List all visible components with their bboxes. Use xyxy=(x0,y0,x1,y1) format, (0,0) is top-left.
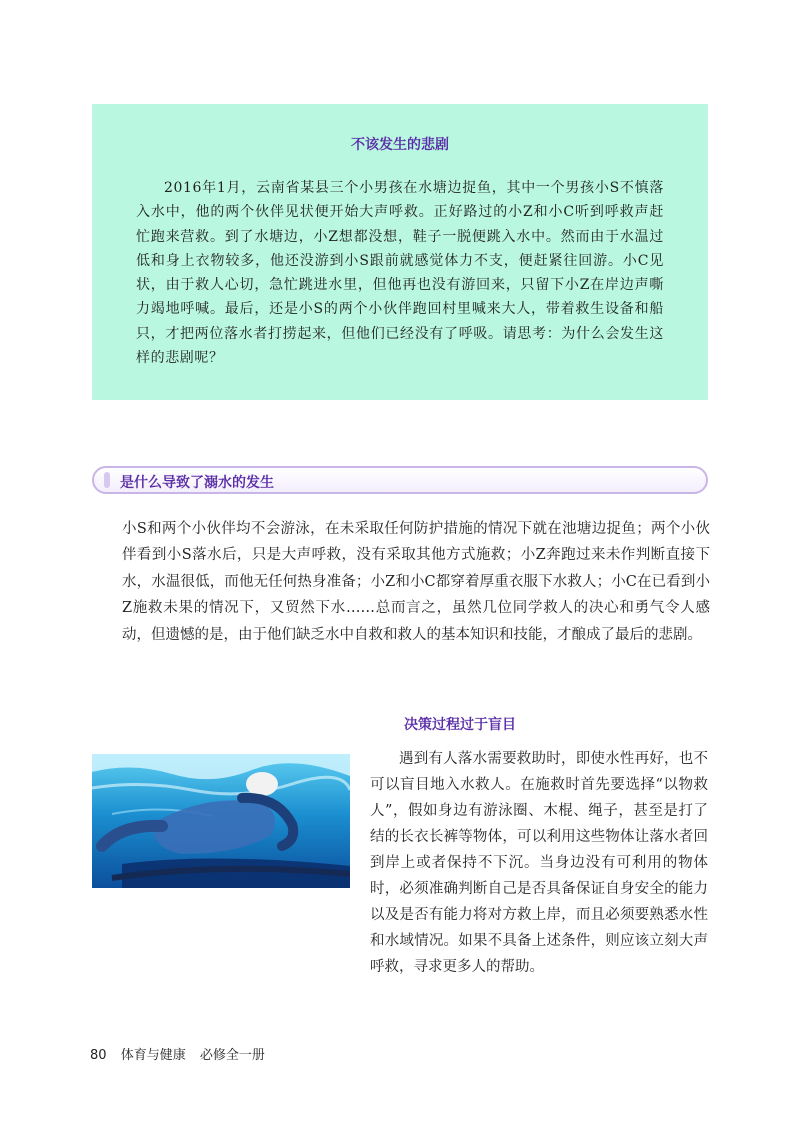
page-number: 80 xyxy=(90,1048,107,1063)
volume-label: 必修全一册 xyxy=(199,1048,265,1063)
book-title: 体育与健康 xyxy=(120,1048,186,1063)
analysis-paragraph: 小S和两个小伙伴均不会游泳，在未采取任何防护措施的情况下就在池塘边捉鱼；两个小伙伴看到小S落水后，只是大声呼救，没有采取其他方式施救；小Z奔跑过来未作判断直接下水，水温很低，而他无任何热身准备；小Z和小C都穿着厚重衣服下水救人；小C在已看到小Z施救未果的情况下，又贸然下水……总而言之，虽然几位同学救人的决心和勇气令人感动，但遗憾的是，由于他们缺乏水中自救和救人的基本知识和技能，才酿成了最后的悲剧。 xyxy=(122,521,710,643)
decision-paragraph: 遇到有人落水需要救助时，即使水性再好，也不可以盲目地入水救人。在施救时首先要选择“以物救人”，假如身边有游泳圈、木棍、绳子，甚至是打了结的长衣长裤等物体，可以利用这些物体让落水者回到岸上或者保持不下沉。当身边没有可利用的物体时，必须准确判断自己是否具备保证自身安全的能力以及是否有能力将对方救上岸，而且必须要熟悉水性和水域情况。如果不具备上述条件，则应该立刻大声呼救，寻求更多人的帮助。 xyxy=(370,751,708,975)
section-accent-mark xyxy=(104,472,110,488)
swimmer-illustration xyxy=(92,754,350,888)
section-header-bar xyxy=(92,466,708,494)
page-footer xyxy=(90,1044,275,1063)
case-study-box xyxy=(92,104,708,400)
case-title: 不该发生的悲剧 xyxy=(351,137,449,153)
section-title: 是什么导致了溺水的发生 xyxy=(120,475,274,491)
case-body: 2016年1月，云南省某县三个小男孩在水塘边捉鱼，其中一个男孩小S不慎落入水中，他的两个伙伴见状便开始大声呼救。正好路过的小Z和小C听到呼救声赶忙跑来营救。到了水塘边，小Z想都没想，鞋子一脱便跳入水中。然而由于水温过低和身上衣物较多，他还没游到小S跟前就感觉体力不支，便赶紧往回游。小C见状，由于救人心切，急忙跳进水里，但他再也没有游回来，只留下小Z在岸边声嘶力竭地呼喊。最后，还是小S的两个小伙伴跑回村里喊来大人，带着救生设备和船只，才把两位落水者打捞起来，但他们已经没有了呼吸。请思考：为什么会发生这样的悲剧呢？ xyxy=(136,180,664,367)
decision-subheading: 决策过程过于盲目 xyxy=(404,717,516,733)
swimmer-photo xyxy=(92,754,350,888)
